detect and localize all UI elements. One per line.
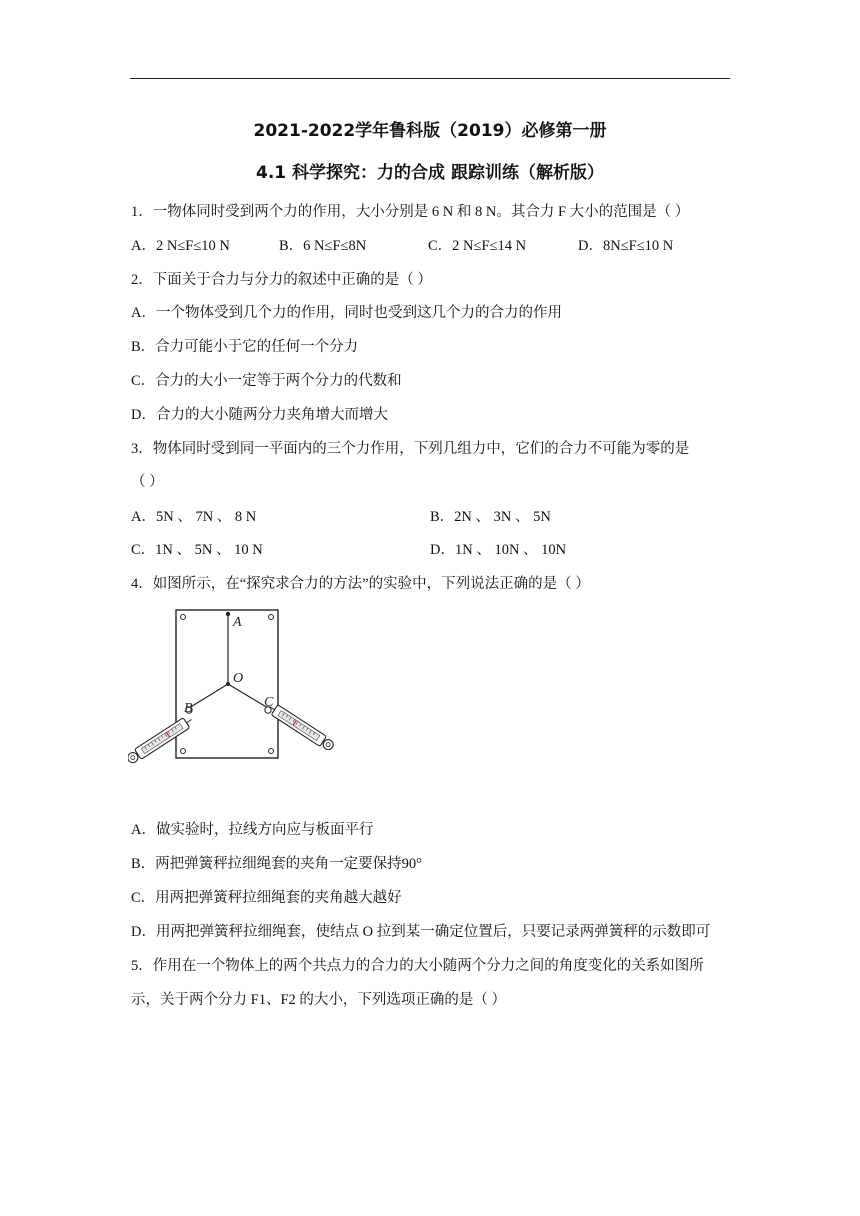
header-rule xyxy=(130,78,730,79)
q2-option-a: A．一个物体受到几个力的作用，同时也受到这几个力的合力的作用 xyxy=(131,305,562,321)
q4-option-a: A．做实验时，拉线方向应与板面平行 xyxy=(131,822,374,838)
anchor-a xyxy=(226,612,230,616)
q3-option-c: C．1N 、 5N 、 10 N xyxy=(131,542,263,558)
label-c: C xyxy=(264,695,274,710)
q3-option-a: A．5N 、 7N 、 8 N xyxy=(131,509,257,525)
q1-option-b: B．6 N≤F≤8N xyxy=(279,238,367,254)
q2-option-b: B．合力可能小于它的任何一个分力 xyxy=(131,339,359,355)
q3-option-d: D．1N 、 10N 、 10N xyxy=(430,542,567,558)
q3-stem: 3．物体同时受到同一平面内的三个力作用，下列几组力中，它们的合力不可能为零的是 xyxy=(131,441,690,457)
pin xyxy=(181,749,186,754)
q5-stem-line1: 5．作用在一个物体上的两个共点力的合力的大小随两个分力之间的角度变化的关系如图所 xyxy=(131,958,704,974)
q1-option-c: C．2 N≤F≤14 N xyxy=(428,238,527,254)
page-title: 2021-2022学年鲁科版（2019）必修第一册 xyxy=(253,121,607,141)
q1-option-a: A．2 N≤F≤10 N xyxy=(131,238,230,254)
label-o: O xyxy=(233,671,244,686)
q3-option-b: B．2N 、 3N 、 5N xyxy=(430,509,551,525)
q4-stem: 4．如图所示，在“探究求合力的方法”的实验中，下列说法正确的是（ ） xyxy=(131,576,590,592)
force-board-figure xyxy=(128,600,344,780)
pin xyxy=(269,749,274,754)
pin xyxy=(181,615,186,620)
q4-option-d: D．用两把弹簧秤拉细绳套，使结点 O 拉到某一确定位置后，只要记录两弹簧秤的示数即可 xyxy=(131,924,711,940)
q2-option-d: D．合力的大小随两分力夹角增大而增大 xyxy=(131,407,388,423)
q2-option-c: C．合力的大小一定等于两个分力的代数和 xyxy=(131,373,402,389)
q4-option-c: C．用两把弹簧秤拉细绳套的夹角越大越好 xyxy=(131,890,402,906)
q1-stem: 1．一物体同时受到两个力的作用，大小分别是 6 N 和 8 N。其合力 F 大小的范围是（ ） xyxy=(131,204,690,220)
pin xyxy=(269,615,274,620)
q1-option-d: D．8N≤F≤10 N xyxy=(578,238,674,254)
q4-option-b: B．两把弹簧秤拉细绳套的夹角一定要保持90° xyxy=(131,856,422,872)
q3-stem-cont: （ ） xyxy=(131,474,164,490)
knot-o xyxy=(226,682,230,686)
label-a: A xyxy=(233,615,242,630)
q2-stem: 2．下面关于合力与分力的叙述中正确的是（ ） xyxy=(131,272,432,288)
q5-stem-line2: 示，关于两个分力 F1、F2 的大小，下列选项正确的是（ ） xyxy=(131,992,507,1008)
label-b: B xyxy=(184,701,193,716)
page-subtitle: 4.1 科学探究：力的合成 跟踪训练（解析版） xyxy=(256,163,604,183)
